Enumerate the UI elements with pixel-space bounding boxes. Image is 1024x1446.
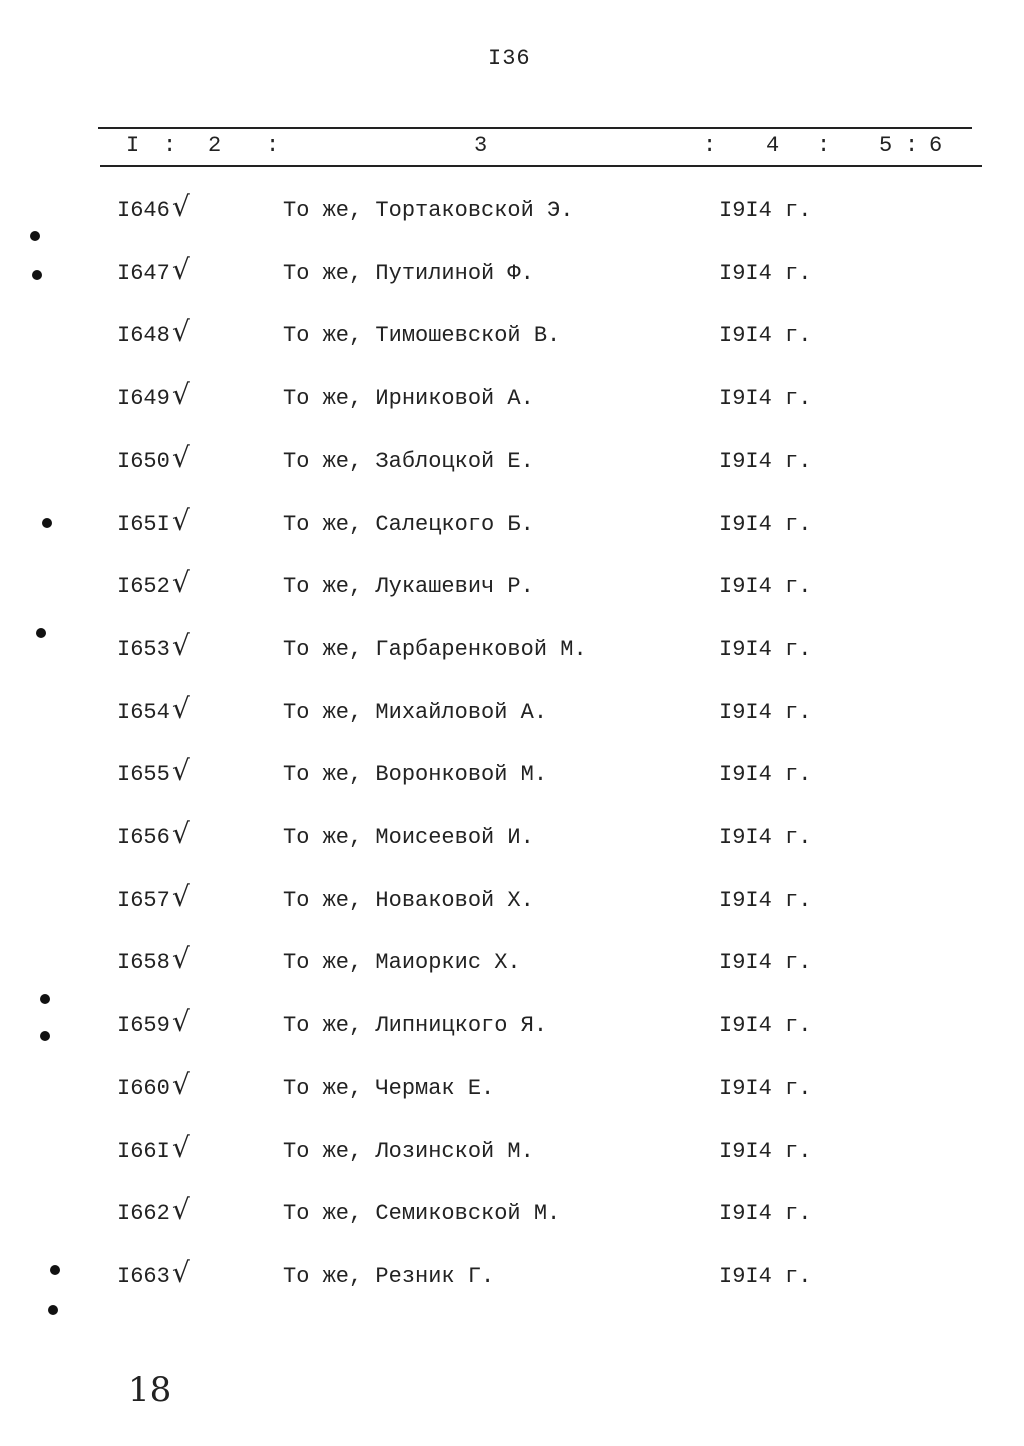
- row-description: То же, Михайловой А.: [283, 700, 548, 725]
- row-description: То же, Ирниковой А.: [283, 386, 534, 411]
- row-year: I9I4 г.: [719, 449, 812, 474]
- row-description: То же, Лозинской М.: [283, 1139, 534, 1164]
- punch-hole: [36, 628, 46, 638]
- table-top-rule: [98, 127, 972, 129]
- row-number: I649: [117, 386, 170, 411]
- row-year: I9I4 г.: [719, 323, 812, 348]
- check-mark: √: [172, 315, 190, 348]
- table-row: [0, 1131, 1024, 1179]
- check-mark: √: [172, 1005, 190, 1038]
- row-number: I659: [117, 1013, 170, 1038]
- table-row: [0, 504, 1024, 552]
- row-description: То же, Тортаковской Э.: [283, 198, 574, 223]
- check-mark: √: [172, 880, 190, 913]
- check-mark: √: [172, 629, 190, 662]
- header-col-2: 2: [208, 133, 222, 158]
- row-year: I9I4 г.: [719, 888, 812, 913]
- row-description: То же, Новаковой Х.: [283, 888, 534, 913]
- row-number: I657: [117, 888, 170, 913]
- table-row: [0, 692, 1024, 740]
- header-sep-4: :: [817, 133, 831, 158]
- header-col-5: 5: [879, 133, 893, 158]
- table-row: [0, 315, 1024, 363]
- table-row: [0, 817, 1024, 865]
- row-year: I9I4 г.: [719, 386, 812, 411]
- row-number: I652: [117, 574, 170, 599]
- check-mark: √: [172, 942, 190, 975]
- row-number: I658: [117, 950, 170, 975]
- handwritten-note: 18: [128, 1370, 172, 1410]
- row-number: I647: [117, 261, 170, 286]
- row-number: I648: [117, 323, 170, 348]
- row-number: I655: [117, 762, 170, 787]
- header-sep-2: :: [266, 133, 280, 158]
- punch-hole: [48, 1305, 58, 1315]
- row-description: То же, Воронковой М.: [283, 762, 548, 787]
- punch-hole: [50, 1265, 60, 1275]
- table-row: [0, 1068, 1024, 1116]
- row-number: I66I: [117, 1139, 170, 1164]
- row-year: I9I4 г.: [719, 1201, 812, 1226]
- row-description: То же, Гарбаренковой М.: [283, 637, 587, 662]
- table-row: [0, 754, 1024, 802]
- row-number: I646: [117, 198, 170, 223]
- punch-hole: [32, 270, 42, 280]
- row-description: То же, Липницкого Я.: [283, 1013, 548, 1038]
- header-col-6: 6: [929, 133, 943, 158]
- table-row: [0, 378, 1024, 426]
- row-year: I9I4 г.: [719, 1076, 812, 1101]
- row-year: I9I4 г.: [719, 261, 812, 286]
- row-description: То же, Путилиной Ф.: [283, 261, 534, 286]
- punch-hole: [42, 518, 52, 528]
- row-year: I9I4 г.: [719, 198, 812, 223]
- row-number: I654: [117, 700, 170, 725]
- row-description: То же, Чермак Е.: [283, 1076, 495, 1101]
- row-year: I9I4 г.: [719, 574, 812, 599]
- table-row: [0, 1005, 1024, 1053]
- table-row: [0, 942, 1024, 990]
- table-row: [0, 1256, 1024, 1304]
- row-description: То же, Лукашевич Р.: [283, 574, 534, 599]
- table-row: [0, 880, 1024, 928]
- row-year: I9I4 г.: [719, 762, 812, 787]
- row-number: I663: [117, 1264, 170, 1289]
- row-number: I650: [117, 449, 170, 474]
- punch-hole: [40, 1031, 50, 1041]
- check-mark: √: [172, 504, 190, 537]
- header-col-1: I: [126, 133, 140, 158]
- check-mark: √: [172, 1068, 190, 1101]
- row-year: I9I4 г.: [719, 1139, 812, 1164]
- punch-hole: [30, 231, 40, 241]
- row-description: То же, Тимошевской В.: [283, 323, 561, 348]
- row-year: I9I4 г.: [719, 637, 812, 662]
- row-year: I9I4 г.: [719, 1264, 812, 1289]
- header-col-4: 4: [766, 133, 780, 158]
- check-mark: √: [172, 1131, 190, 1164]
- table-row: [0, 629, 1024, 677]
- row-description: То же, Салецкого Б.: [283, 512, 534, 537]
- row-description: То же, Моисеевой И.: [283, 825, 534, 850]
- check-mark: √: [172, 1256, 190, 1289]
- check-mark: √: [172, 817, 190, 850]
- check-mark: √: [172, 378, 190, 411]
- row-year: I9I4 г.: [719, 950, 812, 975]
- table-row: [0, 253, 1024, 301]
- row-description: То же, Резник Г.: [283, 1264, 495, 1289]
- row-year: I9I4 г.: [719, 512, 812, 537]
- check-mark: √: [172, 566, 190, 599]
- row-number: I660: [117, 1076, 170, 1101]
- table-row: [0, 1193, 1024, 1241]
- check-mark: √: [172, 190, 190, 223]
- row-year: I9I4 г.: [719, 825, 812, 850]
- row-number: I65I: [117, 512, 170, 537]
- check-mark: √: [172, 1193, 190, 1226]
- check-mark: √: [172, 754, 190, 787]
- header-col-3: 3: [474, 133, 488, 158]
- table-row: [0, 190, 1024, 238]
- row-number: I662: [117, 1201, 170, 1226]
- header-sep-5: :: [905, 133, 919, 158]
- punch-hole: [40, 994, 50, 1004]
- row-description: То же, Семиковской М.: [283, 1201, 561, 1226]
- table-header-rule: [100, 165, 982, 167]
- table-row: [0, 441, 1024, 489]
- check-mark: √: [172, 253, 190, 286]
- row-description: То же, Заблоцкой Е.: [283, 449, 534, 474]
- check-mark: √: [172, 441, 190, 474]
- header-sep-3: :: [703, 133, 717, 158]
- header-sep-1: :: [163, 133, 177, 158]
- row-year: I9I4 г.: [719, 700, 812, 725]
- row-number: I653: [117, 637, 170, 662]
- table-row: [0, 566, 1024, 614]
- row-description: То же, Маиоркис Х.: [283, 950, 521, 975]
- page-number: I36: [488, 46, 531, 71]
- check-mark: √: [172, 692, 190, 725]
- row-number: I656: [117, 825, 170, 850]
- row-year: I9I4 г.: [719, 1013, 812, 1038]
